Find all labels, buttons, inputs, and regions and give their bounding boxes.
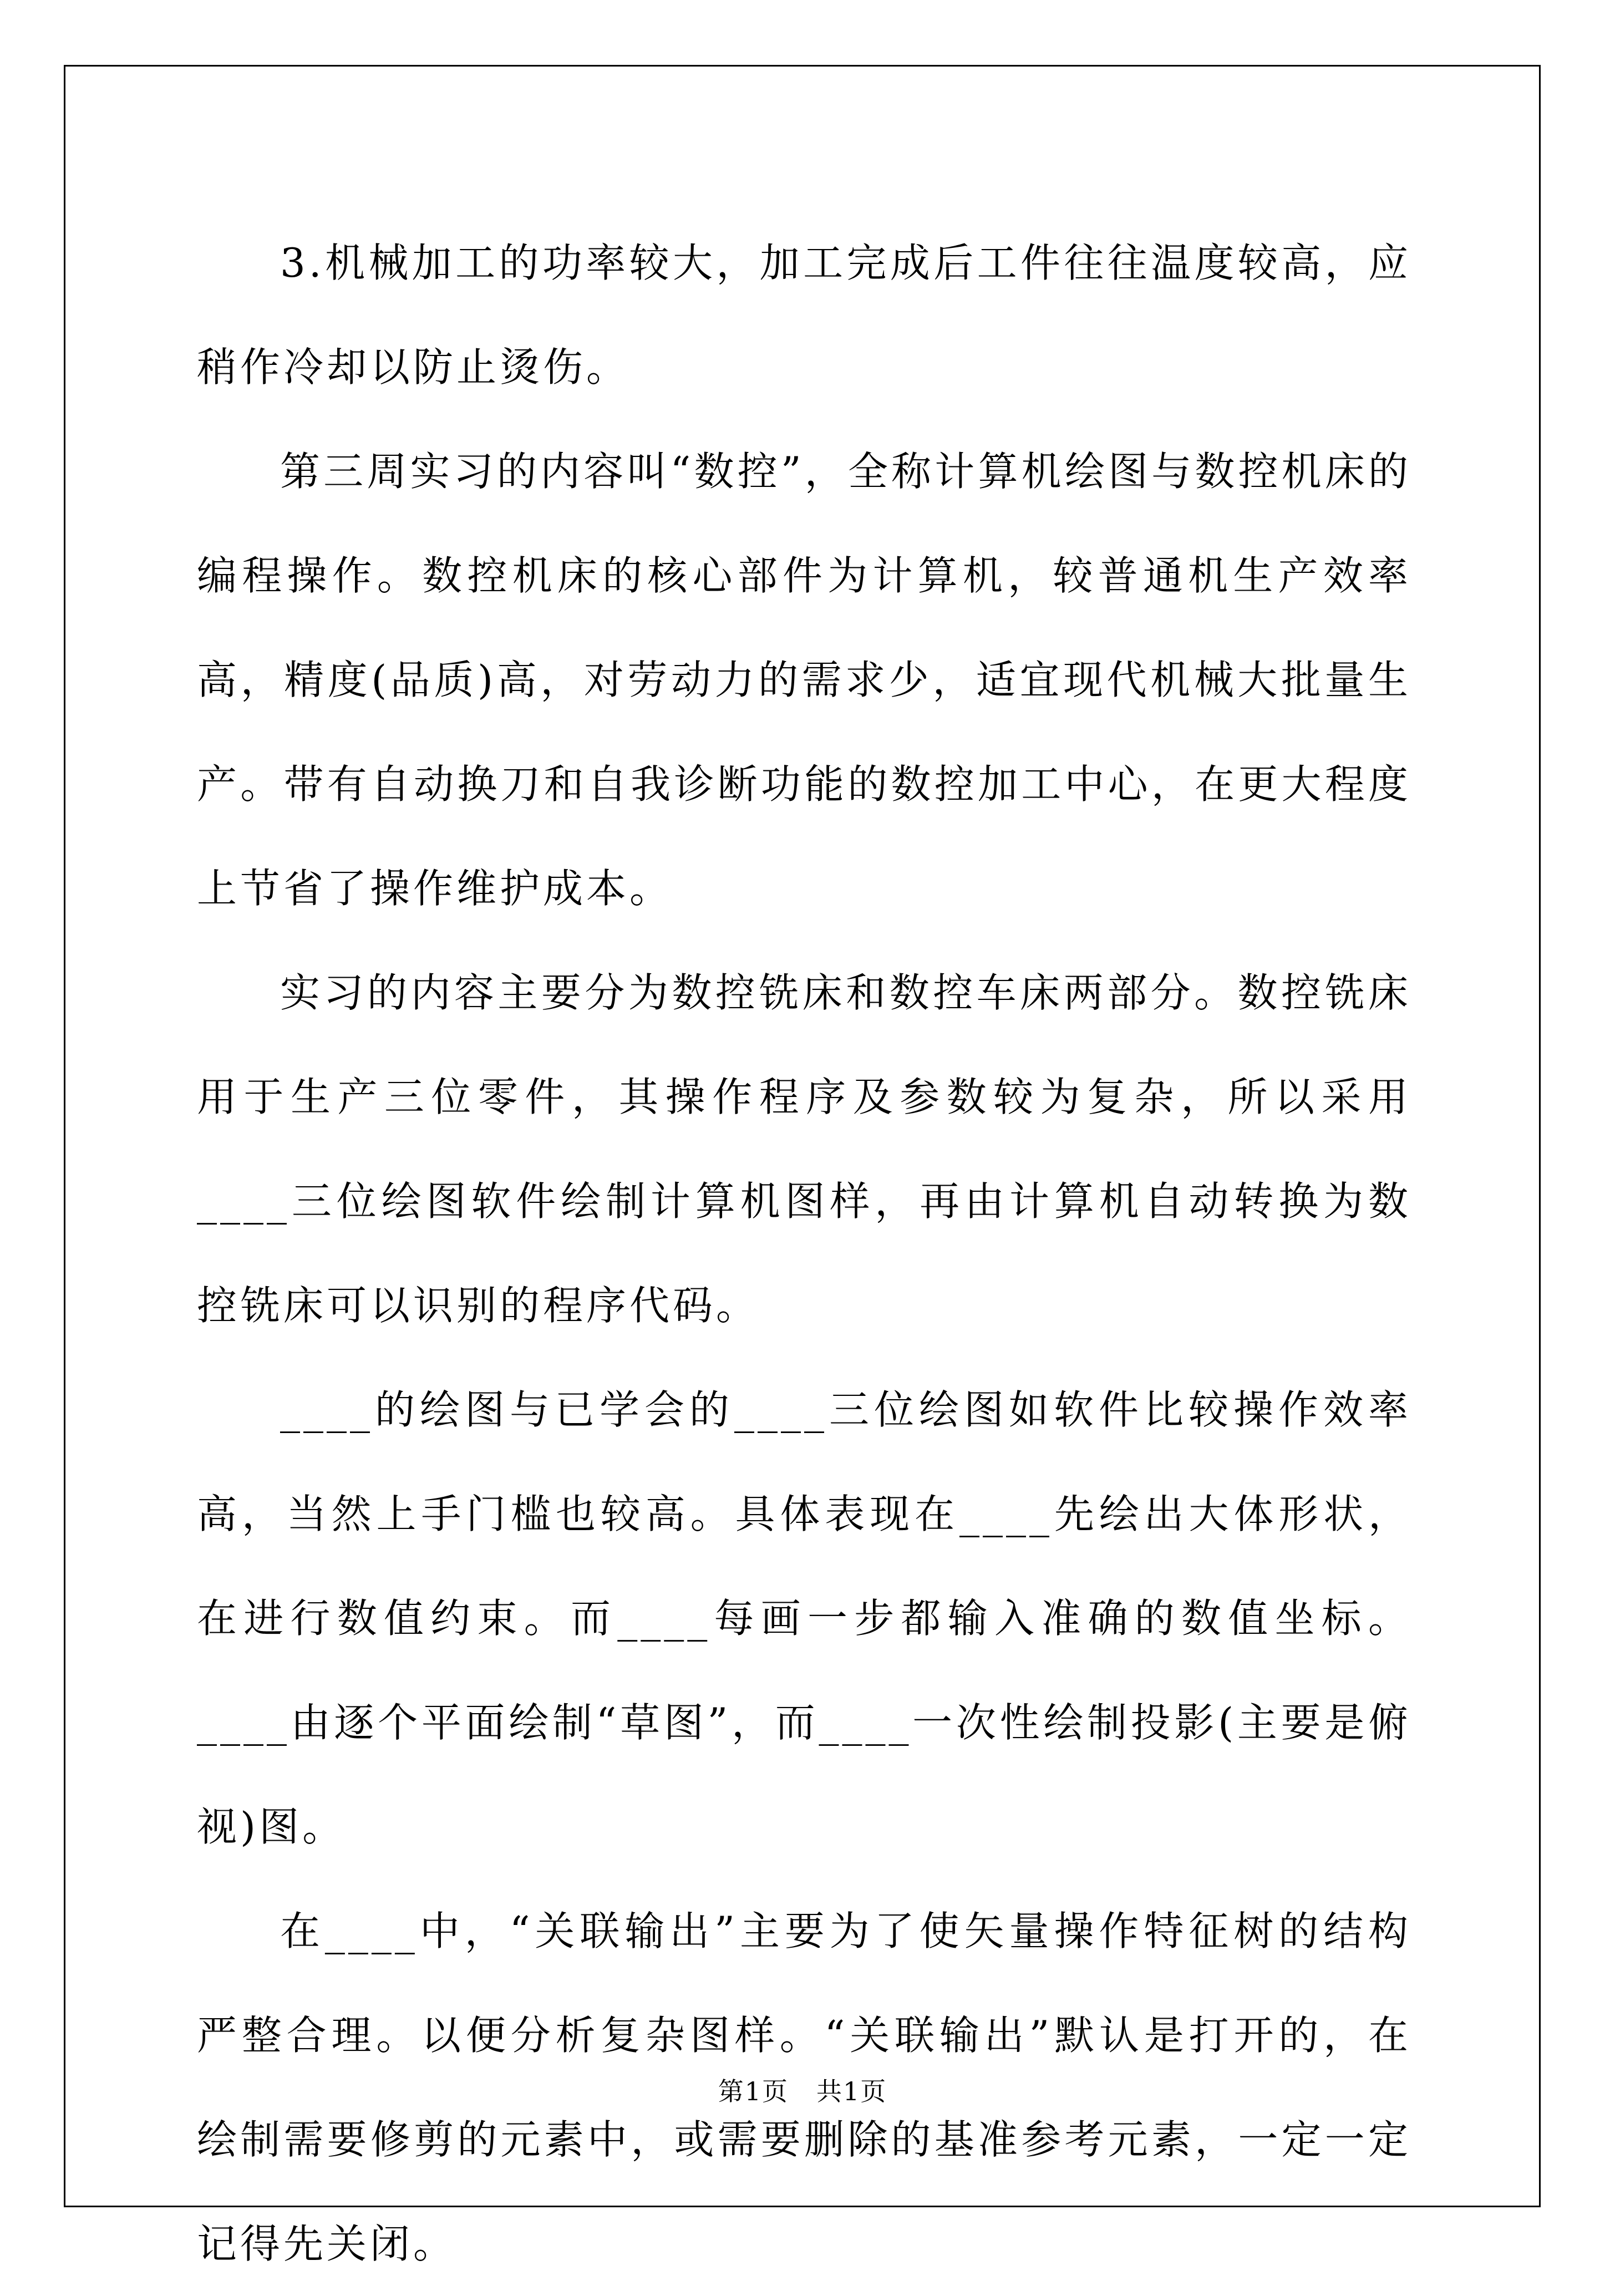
paragraph-2: 第三周实习的内容叫“数控”，全称计算机绘图与数控机床的编程操作。数控机床的核心部件为计算机，较普通机生产效率高，精度(品质)高，对劳动力的需求少，适宜现代机械大批量生产。带有自动换刀和自我诊断功能的数控加工中心，在更大程度上节省了操作维护成本。 <box>197 448 1411 912</box>
paragraph-5: 在____中，“关联输出”主要为了使矢量操作特征树的结构严整合理。以便分析复杂图样。“关联输出”默认是打开的，在绘制需要修剪的元素中，或需要删除的基准参考元素，一定一定记得先关闭。 <box>197 1908 1411 2267</box>
page-footer <box>0 2071 1605 2108</box>
paragraph-3: 实习的内容主要分为数控铣床和数控车床两部分。数控铣床用于生产三位零件，其操作程序及参数较为复杂，所以采用____三位绘图软件绘制计算机图样，再由计算机自动转换为数控铣床可以识别的程序代码。 <box>197 969 1411 1329</box>
page-number-total: 共1页 <box>816 2076 887 2106</box>
page-number-current: 第1页 <box>718 2076 789 2106</box>
paragraph-1: 3.机械加工的功率较大，加工完成后工件往往温度较高，应稍作冷却以防止烫伤。 <box>197 240 1411 390</box>
document-body <box>197 211 1411 2296</box>
paragraph-4: ____的绘图与已学会的____三位绘图如软件比较操作效率高，当然上手门槛也较高。具体表现在____先绘出大体形状，在进行数值约束。而____每画一步都输入准确的数值坐标。____由逐个平面绘制“草图”，而____一次性绘制投影(主要是俯视)图。 <box>197 1386 1411 1850</box>
